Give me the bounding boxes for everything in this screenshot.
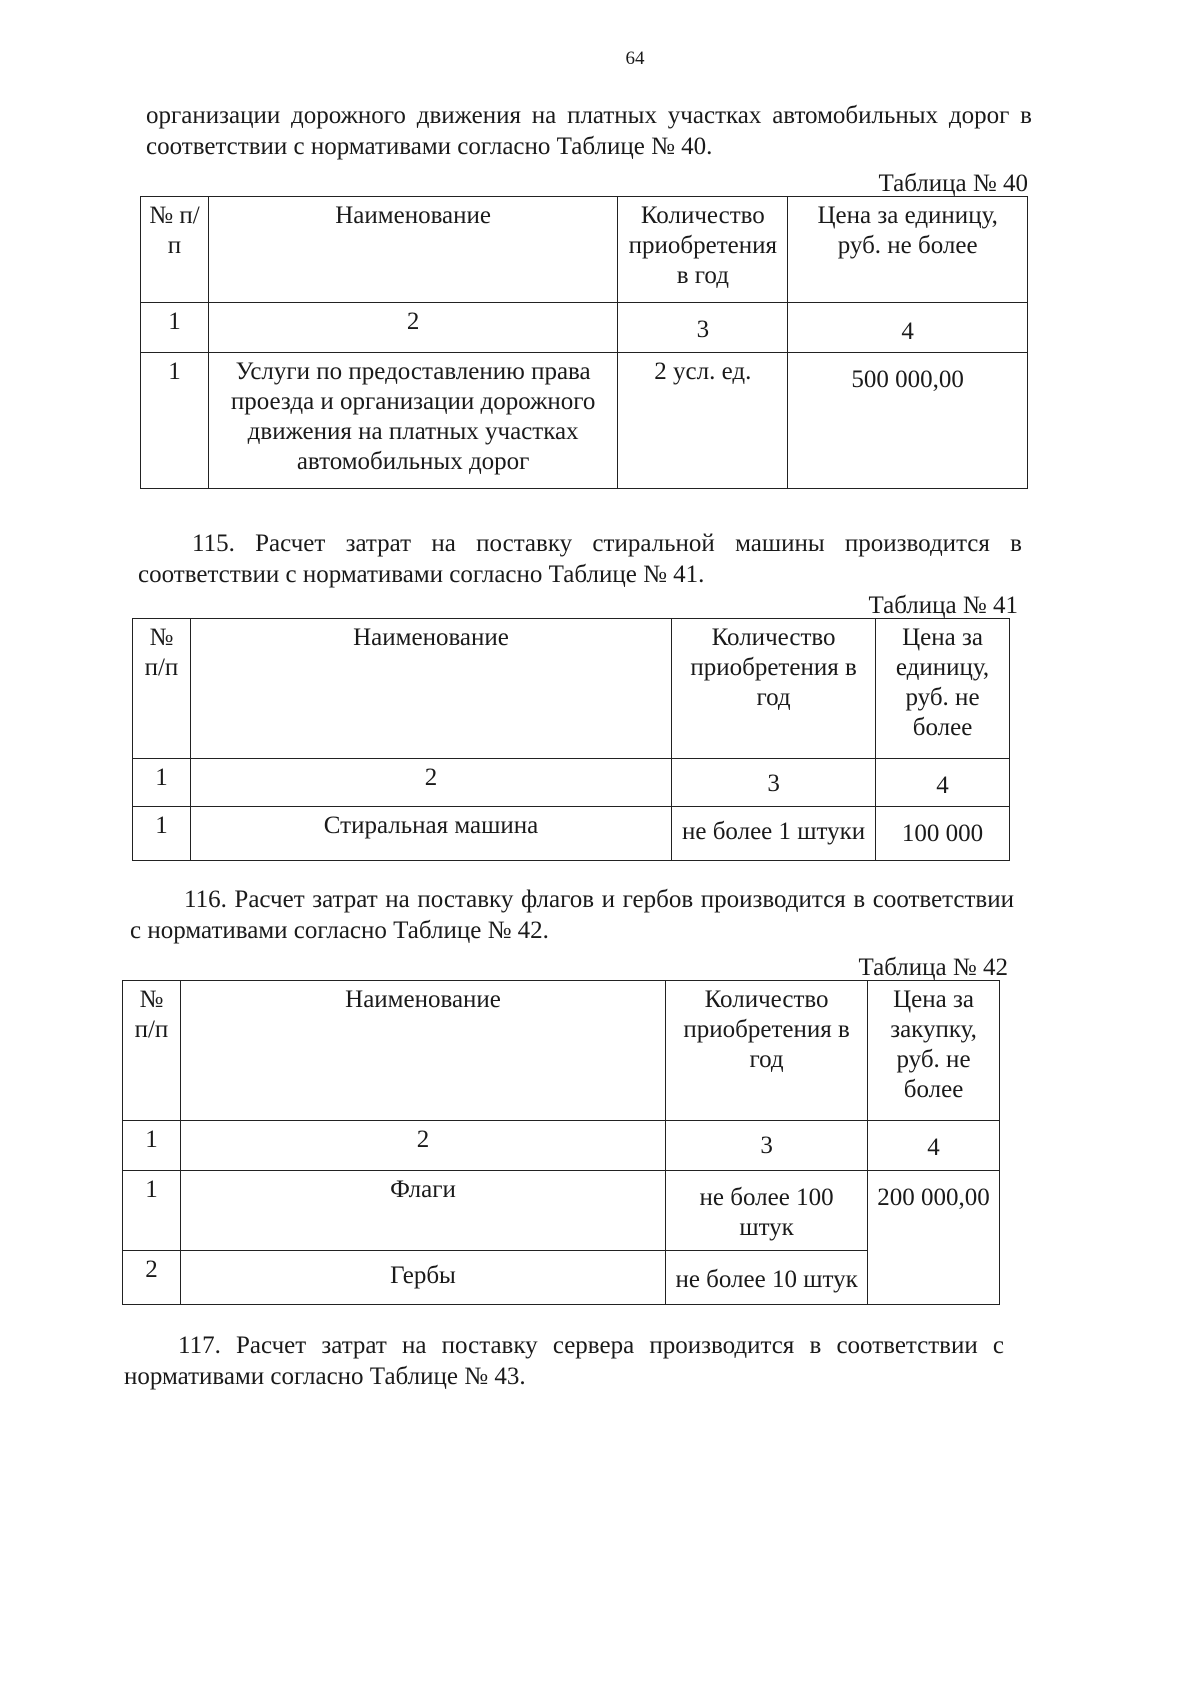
header-price: Цена за единицу, руб. не более — [788, 197, 1028, 303]
row-price: 200 000,00 — [868, 1171, 1000, 1305]
index-cell: 1 — [141, 303, 209, 353]
index-cell: 1 — [133, 759, 191, 807]
paragraph-115 — [138, 528, 1022, 590]
table-41-caption: Таблица № 41 — [868, 592, 1018, 619]
header-qty: Количество приобретения в год — [672, 619, 876, 759]
index-cell: 4 — [868, 1121, 1000, 1171]
paragraph-117 — [124, 1330, 1004, 1392]
row-num: 1 — [123, 1171, 181, 1251]
index-cell: 4 — [788, 303, 1028, 353]
row-name: Стиральная машина — [190, 807, 671, 861]
row-name: Флаги — [180, 1171, 665, 1251]
header-num: № п/п — [123, 981, 181, 1121]
index-cell: 3 — [672, 759, 876, 807]
header-num: № п/п — [133, 619, 191, 759]
table-header-row — [123, 981, 1000, 1121]
table-row — [141, 353, 1028, 489]
header-num: № п/п — [141, 197, 209, 303]
header-name: Наименование — [190, 619, 671, 759]
row-qty: не более 100 штук — [666, 1171, 868, 1251]
table-row — [133, 807, 1010, 861]
page-number: 64 — [625, 48, 645, 69]
table-42-caption: Таблица № 42 — [858, 954, 1008, 981]
table-42 — [122, 980, 1000, 1305]
index-cell: 4 — [876, 759, 1010, 807]
paragraph-116-text: 116. Расчет затрат на поставку флагов и гербов производится в соответствии с нормативами согласно Таблице № 42. — [130, 886, 1014, 944]
header-price: Цена за закупку, руб. не более — [868, 981, 1000, 1121]
row-price: 500 000,00 — [788, 353, 1028, 489]
table-index-row — [123, 1121, 1000, 1171]
index-cell: 2 — [208, 303, 617, 353]
row-qty: не более 1 штуки — [672, 807, 876, 861]
index-cell: 1 — [123, 1121, 181, 1171]
row-qty: 2 усл. ед. — [618, 353, 788, 489]
row-name: Услуги по предоставлению права проезда и организации дорожного движения на платных участках автомобильных дорог — [208, 353, 617, 489]
paragraph-115-text: 115. Расчет затрат на поставку стиральной машины производится в соответствии с нормативами согласно Таблице № 41. — [138, 530, 1022, 588]
header-name: Наименование — [180, 981, 665, 1121]
table-41 — [132, 618, 1010, 861]
table-header-row — [133, 619, 1010, 759]
index-cell: 2 — [190, 759, 671, 807]
table-index-row — [141, 303, 1028, 353]
table-40-caption: Таблица № 40 — [878, 170, 1028, 197]
row-num: 2 — [123, 1251, 181, 1305]
index-cell: 3 — [618, 303, 788, 353]
header-qty: Количество приобретения в год — [666, 981, 868, 1121]
intro-line-2: соответствии с нормативами согласно Таблице № 40. — [146, 133, 713, 160]
row-qty: не более 10 штук — [666, 1251, 868, 1305]
intro-paragraph — [146, 100, 1032, 162]
table-header-row — [141, 197, 1028, 303]
header-price: Цена за единицу, руб. не более — [876, 619, 1010, 759]
paragraph-116 — [130, 884, 1014, 946]
row-num: 1 — [133, 807, 191, 861]
header-qty: Количество приобретения в год — [618, 197, 788, 303]
header-name: Наименование — [208, 197, 617, 303]
index-cell: 2 — [180, 1121, 665, 1171]
row-name: Гербы — [180, 1251, 665, 1305]
intro-line-1: организации дорожного движения на платных участках автомобильных дорог в — [146, 102, 1032, 129]
table-index-row — [133, 759, 1010, 807]
paragraph-117-text: 117. Расчет затрат на поставку сервера производится в соответствии с нормативами согласно Таблице № 43. — [124, 1332, 1004, 1390]
index-cell: 3 — [666, 1121, 868, 1171]
row-num: 1 — [141, 353, 209, 489]
row-price: 100 000 — [876, 807, 1010, 861]
table-40 — [140, 196, 1028, 489]
table-row — [123, 1171, 1000, 1251]
